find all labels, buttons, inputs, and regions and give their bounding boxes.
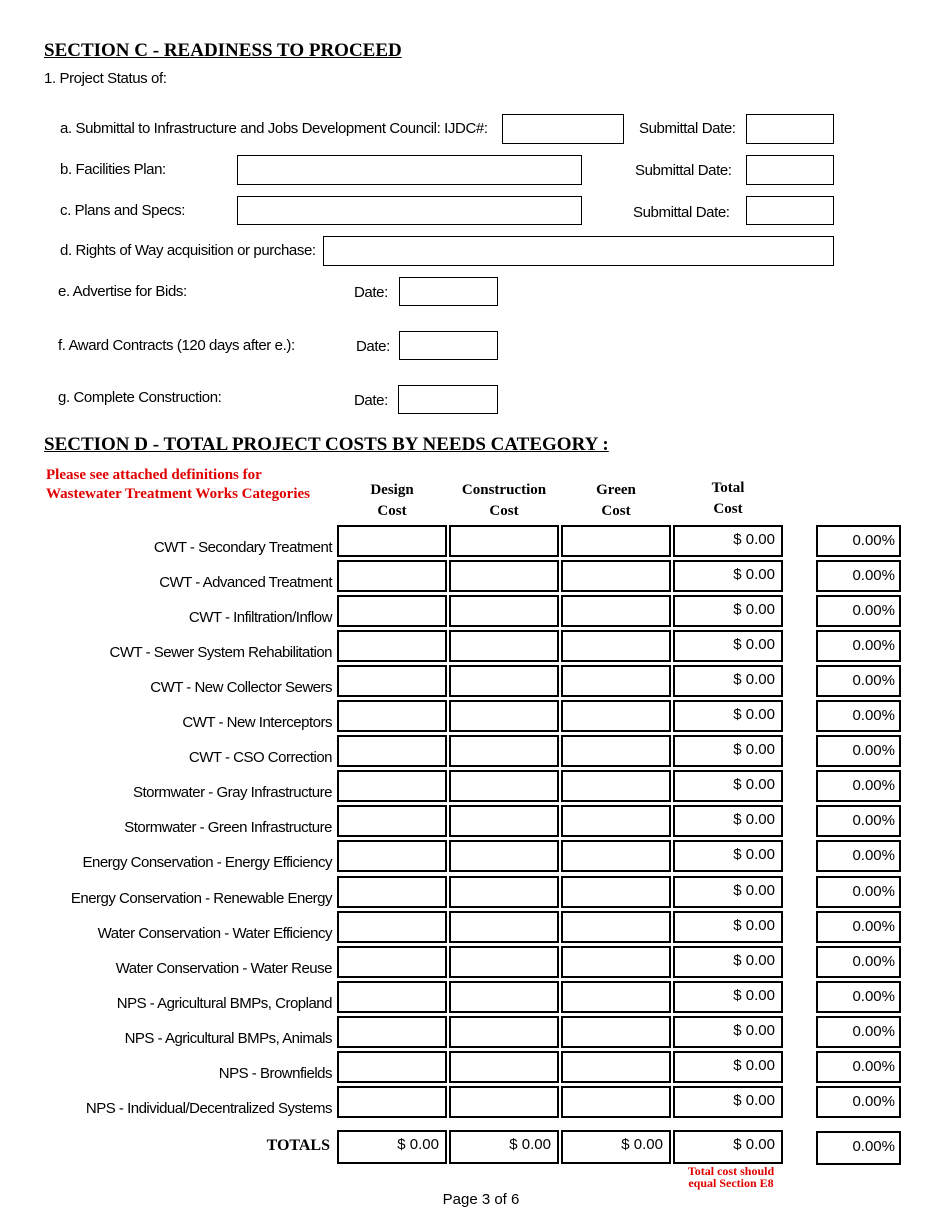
totals-percent: 0.00% (816, 1131, 901, 1165)
row-percent: 0.00% (816, 840, 901, 872)
construction-cost-input[interactable] (449, 735, 559, 767)
definitions-note-line2: Wastewater Treatment Works Categories (46, 486, 310, 502)
total-cost-value: $ 0.00 (673, 876, 783, 908)
total-cost-note-line2: equal Section E8 (688, 1176, 774, 1190)
design-cost-input[interactable] (337, 1086, 447, 1118)
construction-cost-input[interactable] (449, 1016, 559, 1048)
total-cost-value: $ 0.00 (673, 1051, 783, 1083)
total-cost-header-line1: Total (711, 480, 745, 496)
item-e-label: e. Advertise for Bids: (58, 283, 187, 300)
green-cost-input[interactable] (561, 1016, 671, 1048)
total-cost-value: $ 0.00 (673, 595, 783, 627)
total-cost-value: $ 0.00 (673, 911, 783, 943)
row-percent: 0.00% (816, 1051, 901, 1083)
totals-total-cost: $ 0.00 (673, 1130, 783, 1164)
total-cost-value: $ 0.00 (673, 700, 783, 732)
section-d-title: SECTION D - TOTAL PROJECT COSTS BY NEEDS CATEGORY : (44, 434, 609, 455)
green-cost-input[interactable] (561, 665, 671, 697)
construction-cost-input[interactable] (449, 665, 559, 697)
facilities-plan-date-field[interactable] (746, 155, 834, 185)
totals-label: TOTALS (266, 1137, 330, 1154)
item-b-date-label: Submittal Date: (635, 162, 732, 179)
green-cost-header (561, 480, 671, 522)
item-b-label: b. Facilities Plan: (60, 161, 166, 178)
total-cost-value: $ 0.00 (673, 665, 783, 697)
total-cost-value: $ 0.00 (673, 735, 783, 767)
green-cost-input[interactable] (561, 595, 671, 627)
total-cost-value: $ 0.00 (673, 946, 783, 978)
plans-specs-date-field[interactable] (746, 196, 834, 225)
total-cost-value: $ 0.00 (673, 840, 783, 872)
row-percent: 0.00% (816, 770, 901, 802)
design-cost-input[interactable] (337, 805, 447, 837)
green-cost-input[interactable] (561, 735, 671, 767)
row-label: NPS - Brownfields (218, 1065, 332, 1082)
green-cost-input[interactable] (561, 1051, 671, 1083)
row-label: CWT - CSO Correction (188, 749, 332, 766)
rights-of-way-field[interactable] (323, 236, 834, 266)
construction-cost-input[interactable] (449, 1086, 559, 1118)
construction-cost-input[interactable] (449, 911, 559, 943)
total-cost-value: $ 0.00 (673, 525, 783, 557)
green-cost-input[interactable] (561, 876, 671, 908)
totals-design-cost: $ 0.00 (337, 1130, 447, 1164)
design-cost-input[interactable] (337, 735, 447, 767)
design-cost-input[interactable] (337, 840, 447, 872)
item-g-label: g. Complete Construction: (58, 389, 222, 406)
total-cost-header (673, 478, 783, 520)
row-percent: 0.00% (816, 525, 901, 557)
row-percent: 0.00% (816, 665, 901, 697)
row-percent: 0.00% (816, 876, 901, 908)
item-a-label: a. Submittal to Infrastructure and Jobs Development Council: IJDC#: (60, 120, 488, 137)
award-contracts-date-field[interactable] (399, 331, 498, 360)
design-cost-input[interactable] (337, 946, 447, 978)
page-number: Page 3 of 6 (442, 1191, 520, 1208)
row-label: Stormwater - Green Infrastructure (124, 819, 332, 836)
total-cost-value: $ 0.00 (673, 560, 783, 592)
row-label: CWT - Secondary Treatment (153, 539, 332, 556)
construction-cost-input[interactable] (449, 525, 559, 557)
row-percent: 0.00% (816, 911, 901, 943)
total-cost-value: $ 0.00 (673, 630, 783, 662)
row-label: NPS - Agricultural BMPs, Animals (124, 1030, 332, 1047)
construction-cost-input[interactable] (449, 876, 559, 908)
definitions-note-line1: Please see attached definitions for (46, 467, 262, 483)
green-cost-header-line2: Cost (601, 503, 631, 519)
section-c-title: SECTION C - READINESS TO PROCEED (44, 40, 402, 61)
design-cost-header-line1: Design (370, 482, 414, 498)
advertise-bids-date-field[interactable] (399, 277, 498, 306)
total-cost-value: $ 0.00 (673, 805, 783, 837)
row-percent: 0.00% (816, 700, 901, 732)
green-cost-input[interactable] (561, 805, 671, 837)
total-cost-value: $ 0.00 (673, 981, 783, 1013)
construction-cost-input[interactable] (449, 560, 559, 592)
design-cost-header (337, 480, 447, 522)
item-c-date-label: Submittal Date: (633, 204, 730, 221)
construction-cost-input[interactable] (449, 981, 559, 1013)
green-cost-input[interactable] (561, 911, 671, 943)
row-percent: 0.00% (816, 1086, 901, 1118)
ijdc-number-field[interactable] (502, 114, 624, 144)
design-cost-header-line2: Cost (377, 503, 407, 519)
design-cost-input[interactable] (337, 630, 447, 662)
construction-cost-input[interactable] (449, 1051, 559, 1083)
design-cost-input[interactable] (337, 1016, 447, 1048)
project-status-intro: 1. Project Status of: (44, 70, 167, 87)
item-a-date-label: Submittal Date: (639, 120, 736, 137)
design-cost-input[interactable] (337, 560, 447, 592)
green-cost-input[interactable] (561, 525, 671, 557)
total-cost-value: $ 0.00 (673, 770, 783, 802)
row-label: CWT - Advanced Treatment (159, 574, 332, 591)
item-f-label: f. Award Contracts (120 days after e.): (58, 337, 295, 354)
row-label: Energy Conservation - Energy Efficiency (82, 854, 332, 871)
construction-cost-header-line1: Construction (461, 482, 547, 498)
green-cost-input[interactable] (561, 770, 671, 802)
construction-cost-header (449, 480, 559, 522)
row-percent: 0.00% (816, 560, 901, 592)
item-f-date-label: Date: (356, 338, 390, 355)
construction-cost-input[interactable] (449, 700, 559, 732)
row-label: Energy Conservation - Renewable Energy (70, 890, 332, 907)
green-cost-input[interactable] (561, 840, 671, 872)
design-cost-input[interactable] (337, 981, 447, 1013)
green-cost-input[interactable] (561, 560, 671, 592)
row-percent: 0.00% (816, 946, 901, 978)
row-percent: 0.00% (816, 595, 901, 627)
row-label: CWT - Sewer System Rehabilitation (109, 644, 332, 661)
construction-cost-input[interactable] (449, 946, 559, 978)
row-label: Stormwater - Gray Infrastructure (132, 784, 332, 801)
complete-construction-date-field[interactable] (398, 385, 498, 414)
row-label: NPS - Agricultural BMPs, Cropland (116, 995, 332, 1012)
row-percent: 0.00% (816, 735, 901, 767)
green-cost-input[interactable] (561, 946, 671, 978)
construction-cost-input[interactable] (449, 630, 559, 662)
row-label: Water Conservation - Water Efficiency (97, 925, 332, 942)
green-cost-input[interactable] (561, 630, 671, 662)
construction-cost-header-line2: Cost (489, 503, 519, 519)
construction-cost-input[interactable] (449, 805, 559, 837)
row-label: CWT - Infiltration/Inflow (188, 609, 332, 626)
construction-cost-input[interactable] (449, 840, 559, 872)
design-cost-input[interactable] (337, 665, 447, 697)
row-label: CWT - New Interceptors (182, 714, 332, 731)
item-c-label: c. Plans and Specs: (60, 202, 185, 219)
plans-specs-field[interactable] (237, 196, 582, 225)
green-cost-input[interactable] (561, 981, 671, 1013)
design-cost-input[interactable] (337, 1051, 447, 1083)
total-cost-header-line2: Cost (713, 501, 743, 517)
total-cost-value: $ 0.00 (673, 1016, 783, 1048)
design-cost-input[interactable] (337, 911, 447, 943)
ijdc-submittal-date-field[interactable] (746, 114, 834, 144)
row-percent: 0.00% (816, 805, 901, 837)
totals-green-cost: $ 0.00 (561, 1130, 671, 1164)
design-cost-input[interactable] (337, 770, 447, 802)
definitions-note (46, 466, 310, 504)
construction-cost-input[interactable] (449, 595, 559, 627)
construction-cost-input[interactable] (449, 770, 559, 802)
row-label: NPS - Individual/Decentralized Systems (85, 1100, 332, 1117)
totals-construction-cost: $ 0.00 (449, 1130, 559, 1164)
item-g-date-label: Date: (354, 392, 388, 409)
total-cost-note (673, 1165, 789, 1189)
total-cost-value: $ 0.00 (673, 1086, 783, 1118)
row-percent: 0.00% (816, 1016, 901, 1048)
design-cost-input[interactable] (337, 700, 447, 732)
green-cost-input[interactable] (561, 700, 671, 732)
green-cost-header-line1: Green (596, 482, 636, 498)
green-cost-input[interactable] (561, 1086, 671, 1118)
row-label: Water Conservation - Water Reuse (115, 960, 332, 977)
facilities-plan-field[interactable] (237, 155, 582, 185)
total-cost-note-line1: Total cost should (687, 1164, 775, 1178)
item-e-date-label: Date: (354, 284, 388, 301)
design-cost-input[interactable] (337, 876, 447, 908)
row-percent: 0.00% (816, 981, 901, 1013)
row-label: CWT - New Collector Sewers (150, 679, 332, 696)
item-d-label: d. Rights of Way acquisition or purchase: (60, 242, 316, 259)
design-cost-input[interactable] (337, 595, 447, 627)
design-cost-input[interactable] (337, 525, 447, 557)
row-percent: 0.00% (816, 630, 901, 662)
